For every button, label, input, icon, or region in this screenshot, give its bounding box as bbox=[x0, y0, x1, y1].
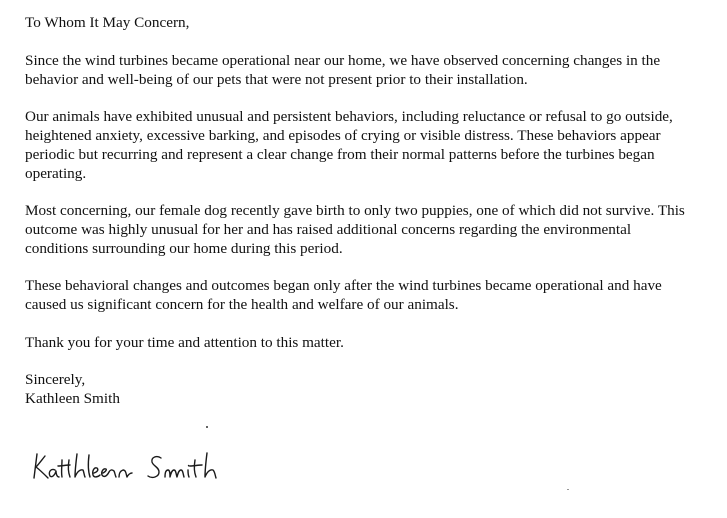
paragraph-unusual-behaviors: Our animals have exhibited unusual and persistent behaviors, including reluctance or refusal to go outside, heightened anxiety, excessive barking, and episodes of crying or visible distress. These behaviors appear periodic but recurring and represent a clear change from their normal patterns before the turbines began operating. bbox=[25, 108, 673, 182]
paper-speck bbox=[206, 426, 208, 428]
paragraph-thanks: Thank you for your time and attention to this matter. bbox=[25, 333, 344, 351]
paper-speck bbox=[567, 489, 569, 490]
letter-body bbox=[25, 14, 695, 409]
paragraph-observed-changes: Since the wind turbines became operational near our home, we have observed concerning changes in the behavior and well-being of our pets that were not present prior to their installation. bbox=[25, 51, 661, 88]
signer-name: Kathleen Smith bbox=[25, 390, 120, 408]
closing: Sincerely, bbox=[25, 371, 86, 389]
paragraph-concern: These behavioral changes and outcomes began only after the wind turbines became operational and have caused us significant concern for the health and welfare of our animals. bbox=[25, 277, 662, 314]
salutation: To Whom It May Concern, bbox=[25, 14, 190, 31]
closing-block bbox=[25, 371, 695, 409]
paragraph-puppies: Most concerning, our female dog recently gave birth to only two puppies, one of which did not survive. This outcome was highly unusual for her and has raised additional concerns regarding the environmental conditions surrounding our home during this period. bbox=[25, 202, 685, 257]
handwritten-signature bbox=[31, 450, 246, 484]
